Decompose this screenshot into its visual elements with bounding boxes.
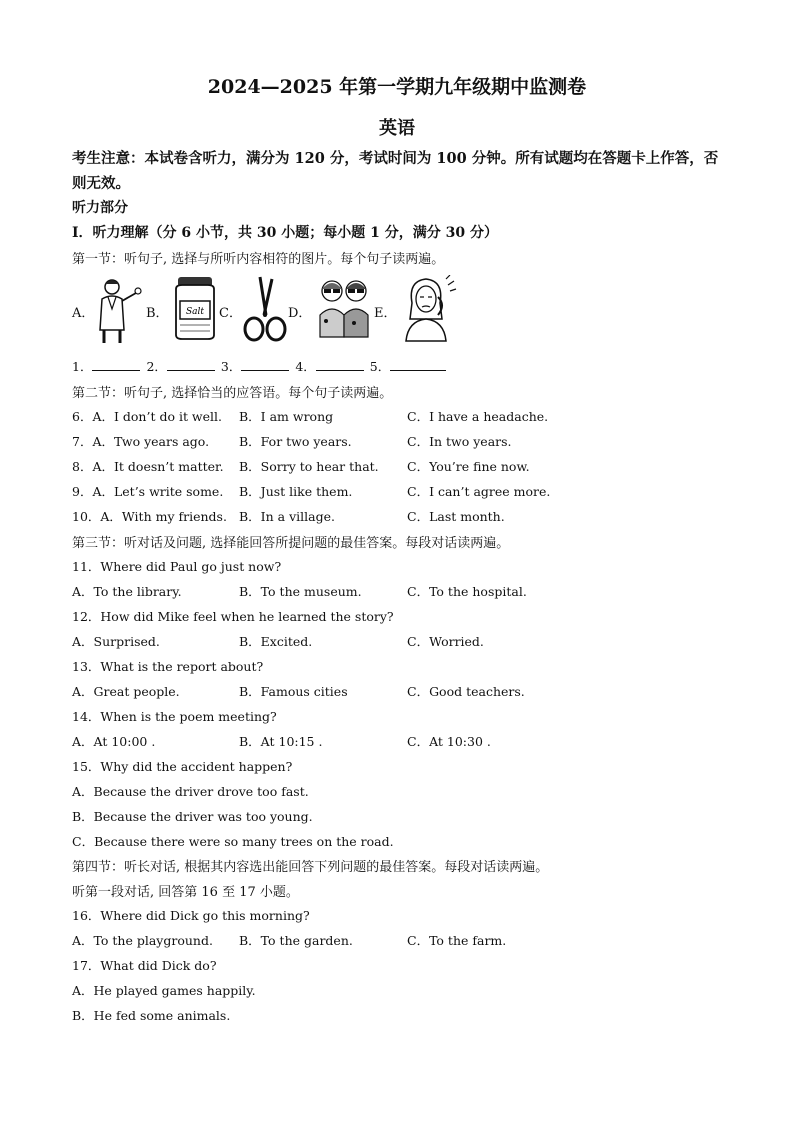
section4-sub-instruction: 听第一段对话, 回答第 16 至 17 小题。 <box>72 885 299 900</box>
question-row <box>72 582 732 602</box>
question-option-c: C．In two years. <box>407 434 512 449</box>
picture-label-b: B． <box>146 306 169 321</box>
exam-title: 2024—2025 年第一学期九年级期中监测卷 <box>207 76 587 98</box>
question-option-b: B．At 10:15 . <box>239 734 323 749</box>
question-option-b: B．Just like them. <box>239 484 353 499</box>
question-option-a: 6．A．I don’t do it well. <box>72 409 223 424</box>
question-option-c: C．I can’t agree more. <box>407 484 551 499</box>
woman-headache-icon <box>398 275 458 343</box>
question-option-b: B．To the garden. <box>239 933 353 948</box>
question-option-b: B．He fed some animals. <box>72 1008 231 1023</box>
question-option-a: A．Great people. <box>72 684 180 699</box>
question-option-a: A．Surprised. <box>72 634 160 649</box>
question-option-a: A．To the playground. <box>72 933 213 948</box>
question-row <box>72 632 732 652</box>
answer-blank[interactable] <box>92 358 140 371</box>
blank-number: 5． <box>369 359 391 374</box>
question-option-a: A．At 10:00 . <box>72 734 156 749</box>
section2-instruction: 第二节：听句子, 选择恰当的应答语。每个句子读两遍。 <box>72 386 393 401</box>
question-row <box>72 931 732 951</box>
listening-heading: Ⅰ．听力理解（分 6 小节，共 30 小题；每小题 1 分，满分 30 分） <box>72 225 498 241</box>
question-15: 15．Why did the accident happen? <box>72 759 293 774</box>
question-option-b: B．In a village. <box>239 509 335 524</box>
question-option-b: B．Famous cities <box>239 684 348 699</box>
blank-number: 4． <box>295 359 316 374</box>
section3-instruction: 第三节：听对话及问题, 选择能回答所提问题的最佳答案。每段对话读两遍。 <box>72 536 510 551</box>
question-option-a: A．Because the driver drove too fast. <box>72 784 309 799</box>
question-row <box>72 457 732 477</box>
question-option-b: B．I am wrong <box>239 409 334 424</box>
part-title: 听力部分 <box>72 200 128 216</box>
question-row <box>72 507 732 527</box>
question-option-c: C．To the hospital. <box>407 584 527 599</box>
question-17: 17．What did Dick do? <box>72 958 217 973</box>
question-option-c: C．Good teachers. <box>407 684 525 699</box>
section4-instruction: 第四节：听长对话, 根据其内容选出能回答下列问题的最佳答案。每段对话读两遍。 <box>72 860 549 875</box>
question-option-c: C．You’re fine now. <box>407 459 530 474</box>
question-row <box>72 732 732 752</box>
question-13: 13．What is the report about? <box>72 659 264 674</box>
question-row <box>72 432 732 452</box>
picture-label-c: C． <box>219 306 242 321</box>
man-talking-icon <box>94 275 144 345</box>
picture-label-a: A． <box>72 306 95 321</box>
question-option-c: C．Worried. <box>407 634 484 649</box>
exam-subject: 英语 <box>379 118 415 139</box>
question-option-b: B．For two years. <box>239 434 352 449</box>
question-option-b: B．Sorry to hear that. <box>239 459 379 474</box>
picture-options <box>72 275 472 345</box>
question-option-a: 10．A．With my friends. <box>72 509 227 524</box>
answer-blanks <box>72 357 448 375</box>
salt-jar-icon <box>172 275 218 341</box>
girls-sunglasses-icon <box>314 275 374 341</box>
question-14: 14．When is the poem meeting? <box>72 709 277 724</box>
answer-blank[interactable] <box>241 358 289 371</box>
question-11: 11．Where did Paul go just now? <box>72 559 282 574</box>
question-option-b: B．Excited. <box>239 634 313 649</box>
question-option-a: A．To the library. <box>72 584 182 599</box>
question-12: 12．How did Mike feel when he learned the story? <box>72 609 394 624</box>
question-row <box>72 407 732 427</box>
question-option-c: C．To the farm. <box>407 933 507 948</box>
question-option-c: C．I have a headache. <box>407 409 549 424</box>
answer-blank[interactable] <box>390 358 446 371</box>
question-option-a: A．He played games happily. <box>72 983 256 998</box>
question-option-c: C．At 10:30 . <box>407 734 491 749</box>
question-16: 16．Where did Dick go this morning? <box>72 908 310 923</box>
blank-number: 1． <box>72 359 93 374</box>
picture-label-d: D． <box>288 306 312 321</box>
question-option-c: C．Because there were so many trees on the road. <box>72 834 394 849</box>
question-row <box>72 682 732 702</box>
answer-blank[interactable] <box>316 358 364 371</box>
question-option-c: C．Last month. <box>407 509 505 524</box>
question-option-a: 9．A．Let’s write some. <box>72 484 224 499</box>
question-option-a: 8．A．It doesn’t matter. <box>72 459 224 474</box>
question-option-b: B．To the museum. <box>239 584 362 599</box>
question-row <box>72 482 732 502</box>
scissors-icon <box>242 275 288 343</box>
jar-label: Salt <box>185 307 205 317</box>
blank-number: 2． <box>146 359 167 374</box>
blank-number: 3． <box>220 359 242 374</box>
section1-instruction: 第一节：听句子, 选择与所听内容相符的图片。每个句子读两遍。 <box>72 252 445 267</box>
exam-notice: 考生注意：本试卷含听力，满分为 120 分，考试时间为 100 分钟。所有试题均在答题卡上作答，否则无效。 <box>72 150 719 192</box>
picture-label-e: E． <box>374 306 397 321</box>
question-option-b: B．Because the driver was too young. <box>72 809 313 824</box>
answer-blank[interactable] <box>167 358 215 371</box>
question-option-a: 7．A．Two years ago. <box>72 434 210 449</box>
